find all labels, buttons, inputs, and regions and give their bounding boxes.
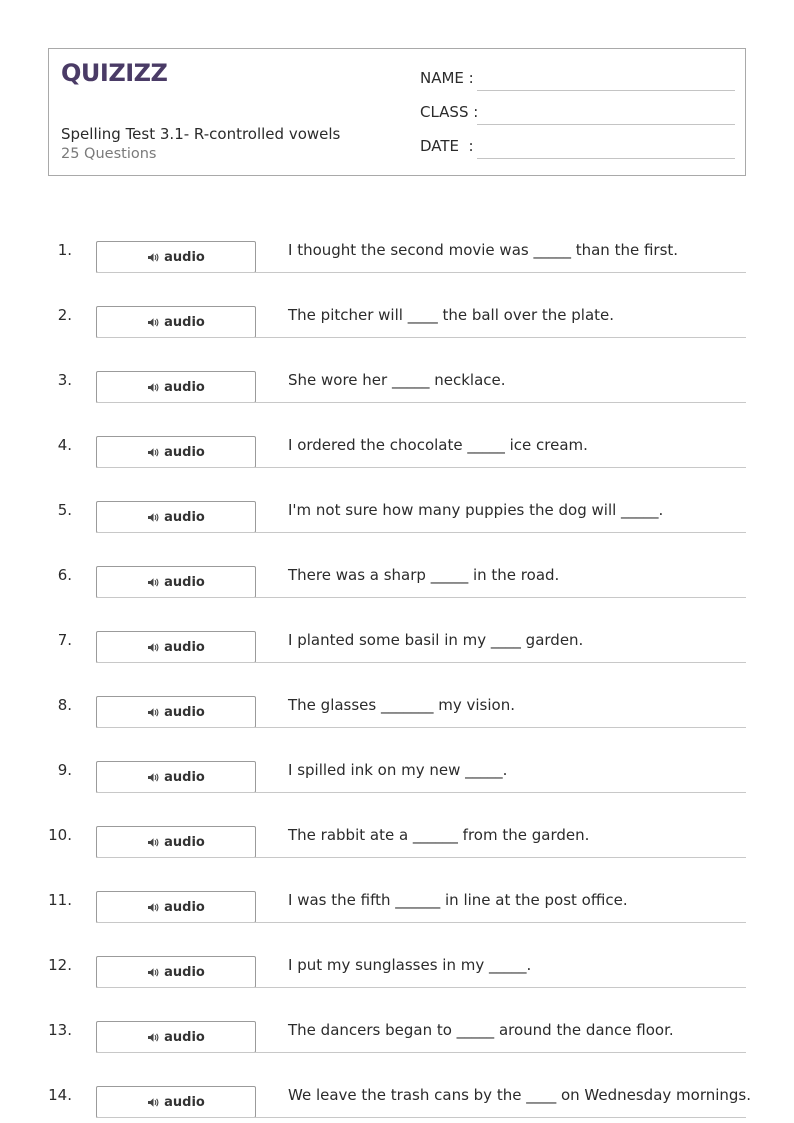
question-row	[0, 620, 794, 685]
audio-label: audio	[164, 379, 205, 395]
class-field[interactable]	[420, 103, 735, 125]
answer-divider	[96, 857, 746, 858]
audio-button[interactable]	[96, 436, 256, 468]
speaker-icon	[147, 707, 159, 718]
question-row	[0, 360, 794, 425]
audio-button[interactable]	[96, 761, 256, 793]
question-text: I ordered the chocolate _____ ice cream.	[288, 436, 588, 454]
worksheet-header	[48, 48, 746, 176]
date-field[interactable]	[420, 137, 735, 159]
question-number: 13.	[48, 1021, 72, 1039]
question-text: I planted some basil in my ____ garden.	[288, 631, 584, 649]
audio-button[interactable]	[96, 891, 256, 923]
question-text: I thought the second movie was _____ than the first.	[288, 241, 679, 259]
speaker-icon	[147, 772, 159, 783]
speaker-icon	[147, 512, 159, 523]
question-number: 6.	[57, 566, 72, 584]
question-number: 12.	[48, 956, 72, 974]
speaker-icon	[147, 317, 159, 328]
test-title: Spelling Test 3.1- R-controlled vowels	[61, 125, 341, 143]
answer-divider	[96, 922, 746, 923]
audio-label: audio	[164, 964, 205, 980]
audio-label: audio	[164, 704, 205, 720]
name-field[interactable]	[420, 69, 735, 91]
speaker-icon	[147, 577, 159, 588]
question-row	[0, 945, 794, 1010]
question-number: 3.	[57, 371, 72, 389]
name-label: NAME :	[420, 69, 474, 87]
question-text: I put my sunglasses in my _____.	[288, 956, 532, 974]
speaker-icon	[147, 447, 159, 458]
speaker-icon	[147, 252, 159, 263]
question-row	[0, 1075, 794, 1123]
audio-button[interactable]	[96, 826, 256, 858]
question-count: 25 Questions	[61, 146, 157, 162]
question-number: 2.	[57, 306, 72, 324]
question-text: There was a sharp _____ in the road.	[288, 566, 560, 584]
class-line	[477, 124, 735, 125]
name-line	[477, 90, 735, 91]
audio-button[interactable]	[96, 696, 256, 728]
question-row	[0, 815, 794, 880]
question-number: 1.	[57, 241, 72, 259]
question-text: The rabbit ate a ______ from the garden.	[288, 826, 590, 844]
speaker-icon	[147, 642, 159, 653]
speaker-icon	[147, 1032, 159, 1043]
answer-divider	[96, 662, 746, 663]
answer-divider	[96, 402, 746, 403]
answer-divider	[96, 272, 746, 273]
question-number: 9.	[57, 761, 72, 779]
question-row	[0, 1010, 794, 1075]
audio-button[interactable]	[96, 1086, 256, 1118]
answer-divider	[96, 1117, 746, 1118]
question-text: The glasses _______ my vision.	[288, 696, 515, 714]
question-number: 14.	[48, 1086, 72, 1104]
question-row	[0, 295, 794, 360]
date-label: DATE :	[420, 137, 474, 155]
question-row	[0, 880, 794, 945]
question-row	[0, 490, 794, 555]
question-text: We leave the trash cans by the ____ on Wednesday mornings.	[288, 1086, 752, 1104]
answer-divider	[96, 987, 746, 988]
question-row	[0, 230, 794, 295]
question-number: 4.	[57, 436, 72, 454]
audio-button[interactable]	[96, 306, 256, 338]
audio-button[interactable]	[96, 501, 256, 533]
audio-label: audio	[164, 1029, 205, 1045]
question-number: 11.	[48, 891, 72, 909]
date-line	[477, 158, 735, 159]
question-row	[0, 685, 794, 750]
question-number: 5.	[57, 501, 72, 519]
audio-label: audio	[164, 509, 205, 525]
audio-label: audio	[164, 769, 205, 785]
answer-divider	[96, 467, 746, 468]
question-text: The pitcher will ____ the ball over the plate.	[288, 306, 615, 324]
speaker-icon	[147, 902, 159, 913]
question-text: I was the fifth ______ in line at the post office.	[288, 891, 628, 909]
speaker-icon	[147, 1097, 159, 1108]
audio-label: audio	[164, 1094, 205, 1110]
question-text: The dancers began to _____ around the dance floor.	[288, 1021, 674, 1039]
audio-label: audio	[164, 314, 205, 330]
question-number: 10.	[48, 826, 72, 844]
question-number: 8.	[57, 696, 72, 714]
question-row	[0, 750, 794, 815]
speaker-icon	[147, 967, 159, 978]
audio-button[interactable]	[96, 1021, 256, 1053]
question-row	[0, 555, 794, 620]
answer-divider	[96, 337, 746, 338]
audio-button[interactable]	[96, 241, 256, 273]
question-text: I spilled ink on my new _____.	[288, 761, 508, 779]
speaker-icon	[147, 837, 159, 848]
audio-button[interactable]	[96, 371, 256, 403]
answer-divider	[96, 532, 746, 533]
question-text: I'm not sure how many puppies the dog will _____.	[288, 501, 664, 519]
audio-label: audio	[164, 574, 205, 590]
question-row	[0, 425, 794, 490]
audio-label: audio	[164, 899, 205, 915]
audio-label: audio	[164, 639, 205, 655]
answer-divider	[96, 792, 746, 793]
audio-label: audio	[164, 444, 205, 460]
answer-divider	[96, 1052, 746, 1053]
answer-divider	[96, 597, 746, 598]
quizizz-logo: QUIZIZZ	[61, 59, 168, 87]
audio-button[interactable]	[96, 566, 256, 598]
audio-label: audio	[164, 249, 205, 265]
class-label: CLASS :	[420, 103, 479, 121]
audio-button[interactable]	[96, 956, 256, 988]
question-text: She wore her _____ necklace.	[288, 371, 506, 389]
audio-button[interactable]	[96, 631, 256, 663]
question-number: 7.	[57, 631, 72, 649]
speaker-icon	[147, 382, 159, 393]
audio-label: audio	[164, 834, 205, 850]
answer-divider	[96, 727, 746, 728]
